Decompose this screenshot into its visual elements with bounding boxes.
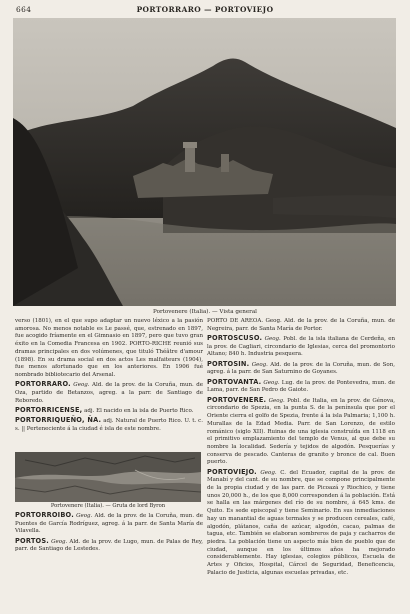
entry-headword: PORTOSIN. [207,359,250,368]
entry-headword: PORTOS. [15,536,49,545]
entry-label: Geog. [73,382,90,389]
entry-headword: PORTORROIBO. [15,511,74,519]
entry-text: Pobl. de Italia, en la prov. de Génova, circondario de Spezia, en la punta S. de la península que por el Oriente cierra el golfo de Spezia, frente á la isla Palmaria; 1,100 h. Murallas de la Edad Media. Parr. de San Lorenzo, de estilo románico (siglo XII). Ruinas de una iglesia construída en 1118 en el primitivo emplazamiento del templo de Venus, al que debe su nombre la localidad. Sedería y tejidos de algodón. Pesquerías y conserva de pescado. Canteras de granito y bronce de cal. Buen puerto. [207,397,395,466]
main-figure-caption: Portovenere (Italia). — Vista general [153,309,257,315]
entry-text: adj. El nacido en la isla de Puerto Rico. [84,407,194,414]
right-column [207,318,395,579]
entry-text: Lug. de la prov. de Pontevedra, mun. de Lama, parr. de San Pedro de Gaiote. [207,379,395,394]
dictionary-entry [15,512,203,536]
dictionary-entry [207,469,395,578]
continued-entry-text: PORTO DE AREOA. Geog. Ald. de la prov. de la Coruña, mun. de Negreira, parr. de Santa María de Portor. [207,318,395,332]
left-column-lower [15,512,203,556]
entry-label: Geog. [268,397,285,404]
entry-label: Geog. [260,469,277,476]
grotto-figure-caption: Portovenere (Italia). — Gruta de lord Byron [50,503,166,509]
entry-headword: PORTOVANTA. [207,377,262,386]
dictionary-entry [15,538,203,554]
grotto-photograph [15,452,201,502]
entry-text: Pobl. de la isla italiana de Cerdeña, en la prov. de Cagliari, circondario de Iglesias, cerca del promontorio Altano; 840 h. Industria pesquera. [207,336,396,358]
running-title: PORTORRARO — PORTOVIEJO [136,5,274,14]
byron-grotto-image [15,452,201,502]
page-number: 664 [16,5,32,14]
dictionary-entry [207,379,395,395]
entry-label: Geog. [264,336,281,342]
entry-headword: PORTORRICENSE, [15,405,83,414]
page-header [14,4,396,16]
entry-label: Geog. [263,379,280,386]
entry-label: Geog. [251,361,268,368]
dictionary-entry [15,407,203,416]
entry-text: adj. Natural de Puerto Rico. U. t. c. s. || Perteneciente á la ciudad é isla de este nombre. [15,418,203,432]
entry-text: Ald. de la prov. de Lugo, mun. de Palas de Rey, parr. de Santiago de Lestedes. [15,538,204,553]
entry-text: Ald. de la prov. de la Coruña, mun. de Oza, partido de Betanzos, agreg. a la parr. de Santiago de Reboredo. [15,382,204,404]
dictionary-entry [207,397,395,467]
entry-text: Ald. de la prov. de la Coruña, mun. de Puentes de García Rodríguez, agreg. á la parr. de Santa María de Vilavella. [15,513,204,535]
portovenere-view-image [13,18,396,306]
dictionary-entry [15,417,203,433]
dictionary-entry [207,361,395,377]
entry-label: Geog. [76,513,93,519]
dictionary-entry [15,381,203,405]
entry-headword: PORTOVIEJO. [207,467,257,476]
continued-entry-text: verso (1801), en el que supo adaptar un nuevo léxico a la pasión amorosa. No menos notable es Le passé, que, estrenado en 1897, fue acogido fríamente en el Gimnasio en 1897, pero que tuvo gran éxito en la Comedia Francesa en 1902. PORTO-RICHE reunió sus dramas principales en dos volúmenes, que tituló Théâtre d'amour (1898). En su drama social en dos actos Les malfaiteurs (1904), fue menos afortunado que en los anteriores. En 1906 fué nombrado bibliotecario del Arsenal. [15,318,203,378]
entry-text: Ald. de la prov. de la Coruña, mun. de Son, agreg. á la parr. de San Saturnino de Goyanes. [207,361,396,376]
dictionary-entry [207,335,395,359]
entry-headword: PORTORRIQUEÑO, ÑA. [15,416,102,425]
main-photograph [13,18,396,306]
entry-headword: PORTOSCUSO. [207,334,263,342]
left-column [15,318,203,435]
entry-headword: PORTORRARO. [15,380,71,389]
entry-text: C. del Ecuador, capital de la prov. de Manabí y del cant. de su nombre, que se compone principalmente de la propia ciudad y de las parr. de Picoazá y Riochico, y tiene unos 20,000 h., de los que 8,000 corresponden á la población. Está se halla en las márgenes del río de su nombre, á 645 kms. de Quito. Es sede episcopal y tiene Seminario. En sus inmediaciones hay un manantial de aguas termales y se producen cereales, café, algodón, plátanos, caña de azúcar, algodón, cacao, palmas de tagua, etc. También se elaboran sombreros de paja y cacharros de piedra. La población tiene un aspecto más bien de pueblo que de ciudad, aunque en los últimos años ha mejorado considerablemente. Hay iglesias, colegios públicos, Escuela de Artes y Oficios, Hospital, Cárcel de Seguridad, Beneficencia, Palacio de Justicia, algunas escuelas privadas, etc. [207,469,396,576]
entry-headword: PORTOVENERE. [207,395,267,404]
entry-label: Geog. [51,538,68,545]
